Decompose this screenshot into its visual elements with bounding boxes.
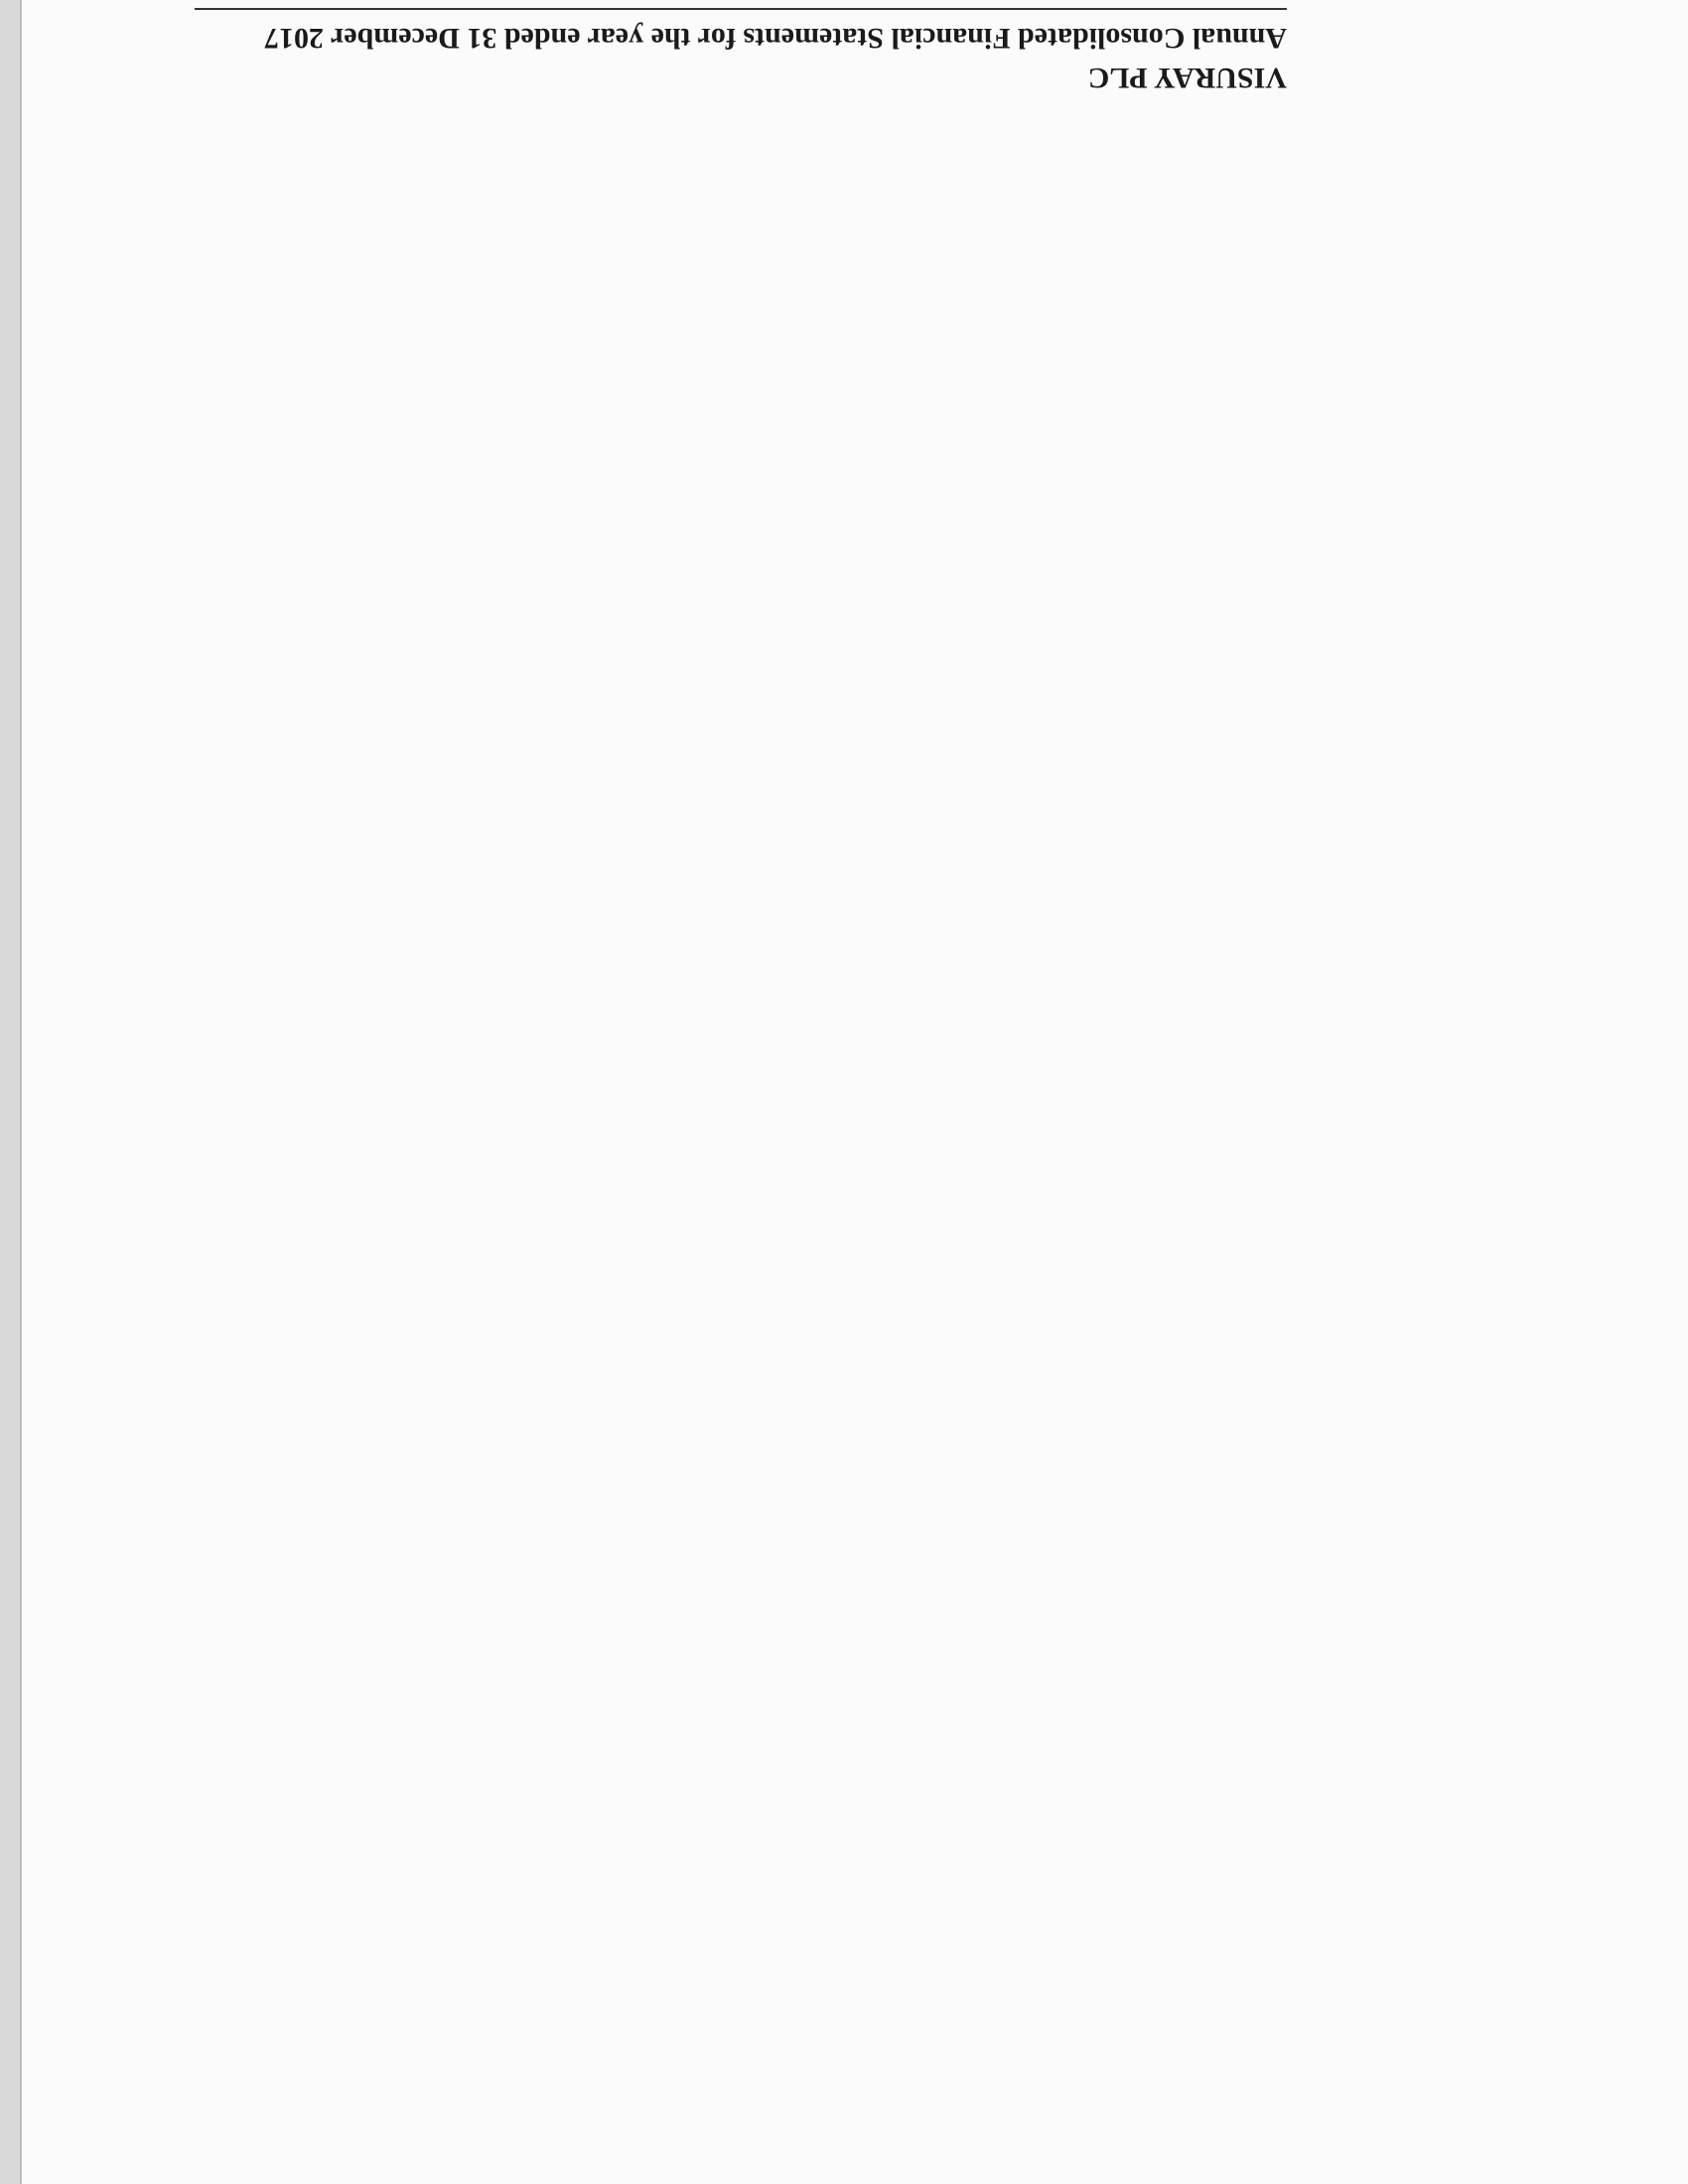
header-rule [195,8,1287,10]
document-sheet [20,0,1688,2184]
report-title: Annual Consolidated Financial Statements for the year ended 31 December 2017 [264,22,1287,55]
scanned-page-rotated [22,0,1688,2184]
company-name: VISURAY PLC [1087,62,1287,94]
